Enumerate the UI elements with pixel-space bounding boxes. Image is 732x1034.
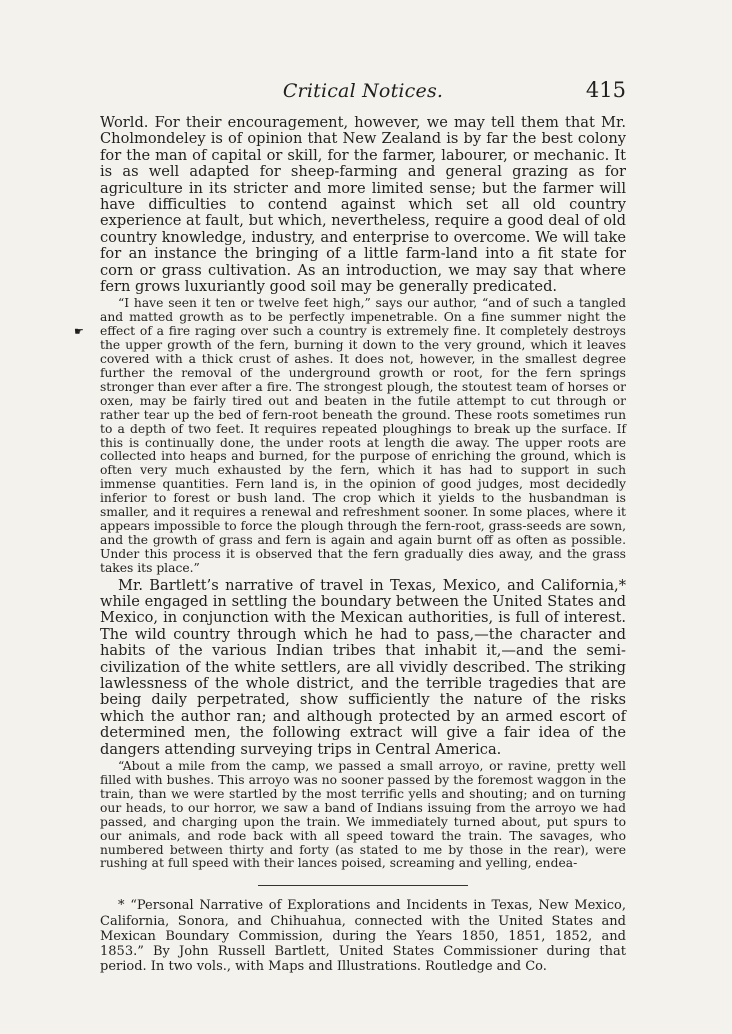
paragraph-new-zealand: World. For their encouragement, however, we may tell them that Mr. Cholmondeley is of opinion that New Zealand is by far the best colony for the man of capital or skill, for the farmer, labourer, or mechanic. It is as well adapted for sheep-farming and general grazing as for agriculture in its stricter and more limited sense; but the farmer will have difficulties to contend against which set all old country experience at fault, but which, nevertheless, require a good deal of old country knowledge, industry, and enterprise to overcome. We will take for an instance the bringing of a little farm-land into a fit state for corn or grass cultivation. As an introduction, we may say that where fern grows luxuriantly good soil may be generally predicated. — [100, 114, 626, 296]
footnote: * “Personal Narrative of Explorations and Incidents in Texas, New Mexico, California, Sonora, and Chihuahua, connected with the United States and Mexican Boundary Commission, during the Years 1850, 1851, 1852, and 1853.” By John Russell Bartlett, United States Commissioner during that period. In two vols., with Maps and Illustrations. Routledge and Co. — [100, 898, 626, 975]
quote-arroyo: “About a mile from the camp, we passed a small arroyo, or ravine, pretty well filled with bushes. This arroyo was no sooner passed by the foremost waggon in the train, than we were startled by the most terrific yells and shouting; and on turning our heads, to our horror, we saw a band of Indians issuing from the arroyo we had passed, and charging upon the train. We immediately turned about, put spurs to our animals, and rode back with all speed toward the train. The savages, who numbered between thirty and forty (as stated to me by those in the rear), were rushing at full speed with their lances poised, screaming and yelling, endea- — [100, 759, 626, 871]
quote-block-fern — [74, 296, 626, 575]
page-number: 415 — [585, 78, 626, 102]
pointing-hand-icon: ☛ — [74, 325, 84, 339]
page — [74, 78, 626, 975]
paragraph-bartlett: Mr. Bartlett’s narrative of travel in Texas, Mexico, and California,* while engaged in settling the boundary between the United States and Mexico, in conjunction with the Mexican authorities, is full of interest. The wild country through which he had to pass,—the character and habits of the various Indian tribes that inhabit it,—and the semi-civilization of the white settlers, are all vividly described. The striking lawlessness of the whole district, and the terrible tragedies that are being daily perpetrated, show sufficiently the nature of the risks which the author ran; and although protected by an armed escort of determined men, the following extract will give a fair idea of the dangers attending surveying trips in Central America. — [100, 576, 626, 758]
running-title: Critical Notices. — [282, 80, 444, 102]
page-header — [100, 78, 626, 115]
quote-fern: “I have seen it ten or twelve feet high,” says our author, “and of such a tangled and matted growth as to be perfectly impenetrable. On a fine summer night the effect of a fire raging over such a country is extremely fine. It completely destroys the upper growth of the fern, burning it down to the very ground, which it leaves covered with a thick crust of ashes. It does not, however, in the smallest degree further the removal of the underground growth or root, for the fern springs stronger than ever after a fire. The strongest plough, the stoutest team of horses or oxen, may be fairly tired out and beaten in the futile attempt to cut through or rather tear up the bed of fern-root beneath the ground. These roots sometimes run to a depth of two feet. It requires repeated ploughings to break up the surface. If this is continually done, the under roots at length die away. The upper roots are collected into heaps and burned, for the purpose of enriching the ground, which is often very much exhausted by the fern, which it has had to support in such immense quantities. Fern land is, in the opinion of good judges, most decidedly inferior to forest or bush land. The crop which it yields to the husbandman is smaller, and it requires a renewal and refreshment sooner. In some places, where it appears impossible to force the plough through the fern-root, grass-seeds are sown, and the growth of grass and fern is again and again burnt off as often as possible. Under this process it is observed that the fern gradually dies away, and the grass takes its place.” — [100, 296, 626, 575]
footnote-divider — [258, 885, 468, 886]
